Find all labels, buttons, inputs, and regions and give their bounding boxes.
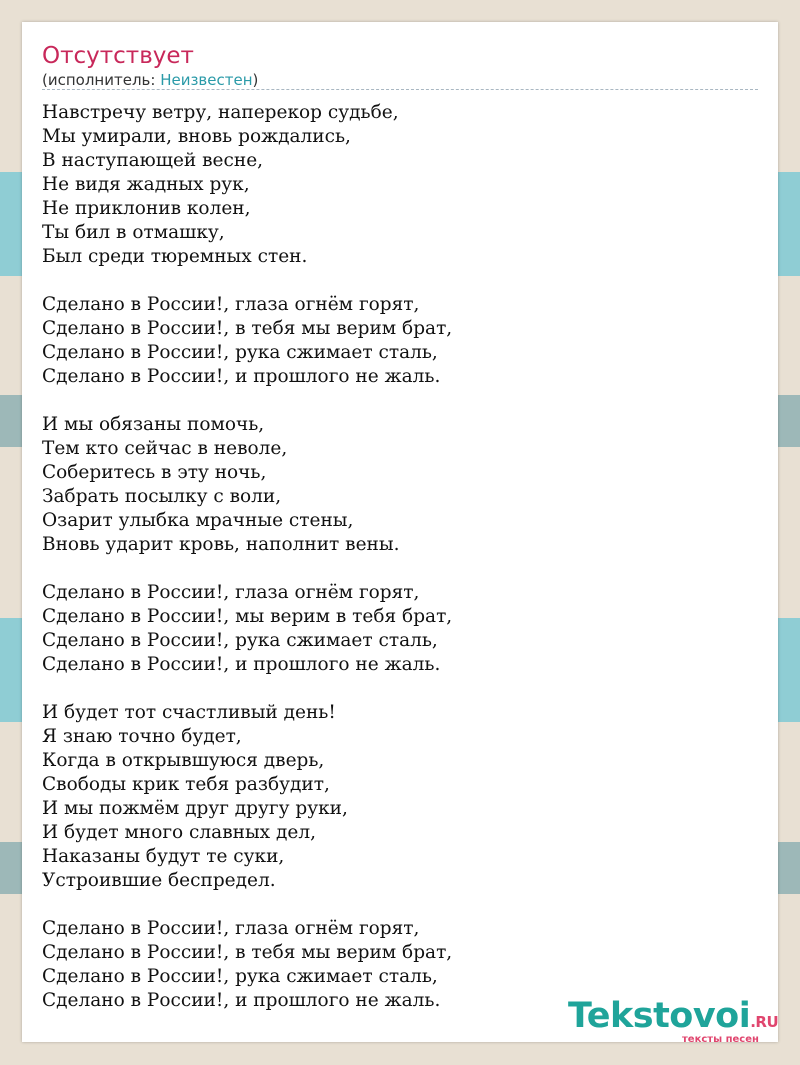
- lyric-line: Сделано в России!, в тебя мы верим брат,: [42, 318, 453, 339]
- lyric-line: Наказаны будут те суки,: [42, 846, 285, 867]
- byline-prefix: (исполнитель:: [42, 71, 161, 89]
- lyrics-card: [22, 22, 779, 1045]
- stanza: [42, 293, 762, 389]
- lyric-line: Не видя жадных рук,: [42, 174, 250, 195]
- logo-tld: .RU: [750, 1013, 779, 1031]
- logo-name: Tekstovoi: [568, 996, 751, 1036]
- lyric-line: И будет много славных дел,: [42, 822, 316, 843]
- lyric-line: Тем кто сейчас в неволе,: [42, 438, 288, 459]
- lyric-line: Свободы крик тебя разбудит,: [42, 774, 330, 795]
- logo-tagline: тексты песен: [682, 1034, 759, 1045]
- lyric-line: Сделано в России!, рука сжимает сталь,: [42, 966, 438, 987]
- lyric-line: Сделано в России!, в тебя мы верим брат,: [42, 942, 453, 963]
- lyric-line: Когда в открывшуюся дверь,: [42, 750, 325, 771]
- lyric-line: Не приклонив колен,: [42, 198, 251, 219]
- lyric-line: Сделано в России!, глаза огнём горят,: [42, 582, 420, 603]
- lyric-line: Сделано в России!, и прошлого не жаль.: [42, 654, 441, 675]
- lyric-line: Я знаю точно будет,: [42, 726, 242, 747]
- byline-suffix: ): [252, 71, 259, 89]
- song-title: Отсутствует: [42, 43, 194, 69]
- lyric-line: Ты бил в отмашку,: [42, 222, 225, 243]
- lyric-line: Сделано в России!, глаза огнём горят,: [42, 294, 420, 315]
- lyric-line: Сделано в России!, рука сжимает сталь,: [42, 630, 438, 651]
- stanza: [42, 101, 762, 269]
- dashed-divider: [42, 89, 758, 90]
- lyric-line: И будет тот счастливый день!: [42, 702, 336, 723]
- lyric-line: Сделано в России!, глаза огнём горят,: [42, 918, 420, 939]
- artist-link[interactable]: Неизвестен: [160, 71, 253, 89]
- lyric-line: И мы обязаны помочь,: [42, 414, 265, 435]
- site-logo[interactable]: [568, 996, 778, 1046]
- lyric-line: Мы умирали, вновь рождались,: [42, 126, 351, 147]
- lyric-line: Сделано в России!, рука сжимает сталь,: [42, 342, 438, 363]
- lyric-line: Озарит улыбка мрачные стены,: [42, 510, 354, 531]
- artist-byline: [42, 71, 258, 89]
- lyrics-body: [42, 101, 762, 1037]
- lyric-line: Сделано в России!, и прошлого не жаль.: [42, 366, 441, 387]
- lyric-line: Навстречу ветру, наперекор судьбе,: [42, 102, 399, 123]
- stanza: [42, 581, 762, 677]
- lyric-line: Сделано в России!, мы верим в тебя брат,: [42, 606, 453, 627]
- lyric-line: В наступающей весне,: [42, 150, 264, 171]
- stanza: [42, 413, 762, 557]
- lyric-line: Забрать посылку с воли,: [42, 486, 282, 507]
- lyric-line: Устроившие беспредел.: [42, 870, 276, 891]
- stanza: [42, 701, 762, 893]
- lyric-line: Соберитесь в эту ночь,: [42, 462, 267, 483]
- lyric-line: И мы пожмём друг другу руки,: [42, 798, 348, 819]
- lyric-line: Был среди тюремных стен.: [42, 246, 308, 267]
- lyric-line: Вновь ударит кровь, наполнит вены.: [42, 534, 400, 555]
- lyric-line: Сделано в России!, и прошлого не жаль.: [42, 990, 441, 1011]
